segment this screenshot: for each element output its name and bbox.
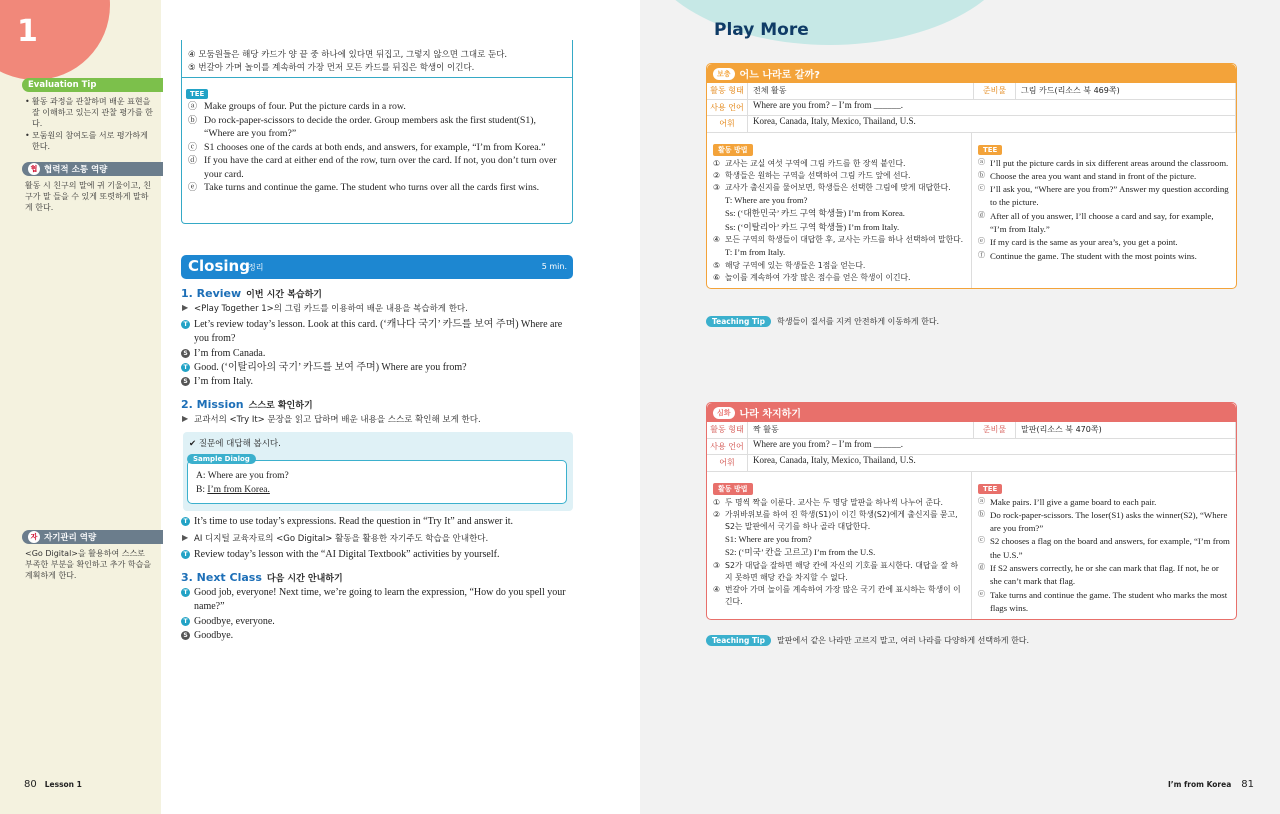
tee-step: ⓓ If S2 answers correctly, he or she can mark that flag. If not, he or she can’t mark that flag. [978, 562, 1219, 587]
method-step: ④ 모든 구역의 학생들이 대답한 후, 교사는 카드를 하나 선택하여 말한다. [713, 235, 964, 244]
method-step: ④ 번갈아 가며 놀이를 계속하여 가장 많은 국기 칸에 표시하는 학생이 이긴다. [713, 584, 961, 606]
next-class-heading: 3. Next Class 다음 시간 안내하기 [181, 571, 343, 584]
method-step: ② 학생들은 원하는 구역을 선택하여 그림 카드 앞에 선다. [713, 170, 911, 180]
method-label: 활동 방법 [713, 483, 753, 495]
tee-label: TEE [978, 145, 1002, 155]
teacher-line: T Let’s review today’s lesson. Look at this card. (‘캐나다 국기’ 카드를 보여 주며) Where are you from? [181, 318, 576, 345]
tee-step: ⓕ Continue the game. The student with the most points wins. [978, 250, 1197, 261]
tee-step: ⓔ Take turns and continue the game. The student who marks the most flags wins. [978, 589, 1228, 613]
dialog-line-a: A: Where are you from? [196, 471, 289, 481]
dialog-line-b: B: I’m from Korea. [196, 484, 270, 495]
unit-number: 1 [17, 14, 38, 49]
collab-competency-label: 협 협력적 소통 역량 [22, 162, 163, 176]
method-step: ③ 교사가 출신지를 물어보면, 학생들은 선택한 그림에 맞게 대답한다. [713, 182, 951, 192]
teaching-tip-1: Teaching Tip 학생들이 질서를 지켜 안전하게 이동하게 한다. [706, 316, 939, 327]
dialog-line: Ss: (‘대한민국’ 카드 구역 학생들) I’m from Korea. [725, 208, 905, 218]
method-step: ⑤ 해당 구역에 있는 학생들은 1점을 얻는다. [713, 260, 866, 270]
student-line: S I’m from Canada. [181, 347, 576, 361]
self-management-label: 자 자기관리 역량 [22, 530, 163, 544]
review-instruction: ▶ <Play Together 1>의 그림 카드를 이용하여 배운 내용을 복습하게 한다. [182, 303, 468, 314]
tee-step: ⓔ If my card is the same as your area’s, you get a point. [978, 237, 1178, 248]
mission-instruction: ▶ AI 디지털 교육자료의 <Go Digital> 활동을 활용한 자기주도 학습을 안내한다. [182, 533, 489, 544]
tee-step: ⓓ After all of you answer, I’ll choose a card and say, for example, “I’m from Italy.” [978, 210, 1214, 234]
activity-steps-box [181, 40, 573, 224]
student-line: S Goodbye. [181, 629, 576, 643]
sample-dialog-box [187, 460, 567, 504]
tee-step: ⓑ Do rock-paper-scissors to decide the order. Group members ask the first student(S1), “Where are you from?” [188, 114, 536, 139]
korean-step: ⑤ 번갈아 가며 놀이를 계속하여 가장 먼저 모든 카드를 뒤집은 학생이 이긴다. [188, 62, 475, 73]
korean-step: ④ 모둠원들은 해당 카드가 양 끝 중 하나에 있다면 뒤집고, 그렇지 않으면 그대로 둔다. [188, 50, 508, 60]
method-step: ① 교사는 교실 여섯 구역에 그림 카드를 한 장씩 붙인다. [713, 158, 906, 168]
competency-icon: 자 [28, 531, 40, 543]
evaluation-tip-label: Evaluation Tip [22, 78, 163, 92]
method-step: ③ S2가 대답을 잘하면 해당 칸에 자신의 기호를 표시한다. 대답을 잘 하지 못하면 해당 칸을 차지할 수 없다. [713, 560, 958, 582]
student-line: S I’m from Italy. [181, 375, 576, 389]
mission-heading: 2. Mission 스스로 확인하기 [181, 398, 313, 411]
dialog-line: Ss: (‘이탈리아’ 카드 구역 학생들) I’m from Italy. [725, 221, 900, 232]
method-step: ⑥ 놀이를 계속하여 가장 많은 점수를 얻은 학생이 이긴다. [713, 272, 911, 282]
tee-step: ⓑ Do rock-paper-scissors. The loser(S1) asks the winner(S2), “Where are you from?” [978, 509, 1228, 534]
teacher-line: T Good. (‘이탈리아의 국기’ 카드를 보여 주며) Where are you from? [181, 361, 576, 375]
play-more-title: Play More [714, 20, 809, 40]
tee-step: ⓓ If you have the card at either end of the row, turn over the card. If not, you don’t turn over your card. [188, 155, 557, 180]
tee-step: ⓑ Choose the area you want and stand in front of the picture. [978, 170, 1197, 181]
tee-step: ⓒ S1 chooses one of the cards at both ends, and answers, for example, “I’m from Korea.” [188, 141, 546, 153]
method-label: 활동 방법 [713, 144, 753, 156]
activity-card-1: 보충 어느 나라로 갈까? 활동 형태 전체 활동 준비물 그림 카드(리소스 북 469쪽) 사용 언어 Where are you from? – I’m from ______. 어휘 Korea, Canada, Italy, Mexico, Thailand, U.S. 활동 방법 ① 교사는 교실 여섯 구역에 그림 카드를 한 장씩 붙인다. ② 학생들은 원하는 구역을 선택하여 그림 카드 앞에 선다. ③ 교사가 출신지를 물어보면, 학생들은 선택한 그림에 맞게 대답한다. T: Where are you from? Ss: (‘대한민국’ 카드 구역 학생들) I’m from Korea. Ss: (‘이탈리아’ 카드 구역 학생들) I’m from Italy. ④ 모든 구역의 학생들이 대답한 후, 교사는 카드를 하나 선택하여 말한다. T: I’m from Italy. ⑤ 해당 구역에 있는 학생들은 1점을 얻는다. ⑥ 놀이를 계속하여 가장 많은 점수를 얻은 학생이 이긴다. TEE ⓐ I’ll put the picture cards in six different areas around the classroom. ⓑ Choose the area you want and stand in front of the picture. ⓒ I’ll ask you, “Where are you from?” Answer my question according to the picture. ⓓ After all of you answer, I’ll choose a card and say, for example, “I’m from Italy.” ⓔ If my card is the same as your area’s, you get a point. ⓕ Continue the game. The student with the most points wins. [706, 63, 1237, 289]
left-page-number: 80 Lesson 1 [24, 779, 82, 790]
collab-competency-text: 활동 시 친구의 말에 귀 기울이고, 친구가 말 들을 수 있게 또렷하게 말하게 한다. [25, 181, 151, 212]
tee-step: ⓔ Take turns and continue the game. The student who turns over all the cards first wins. [188, 182, 540, 193]
review-heading: 1. Review 이번 시간 복습하기 [181, 287, 322, 300]
dialog-line: S2: (‘미국’ 칸을 고르고) I’m from the U.S. [725, 547, 876, 557]
closing-header: Closing 정리 5 min. [181, 255, 573, 279]
check-icon: ✔ [189, 439, 199, 449]
tee-step: ⓐ I’ll put the picture cards in six different areas around the classroom. [978, 157, 1229, 168]
method-step: ① 두 명씩 짝을 이룬다. 교사는 두 명당 말판을 하나씩 나누어 준다. [713, 497, 944, 507]
evaluation-tip-item: • 활동 과정을 관찰하며 배운 표현을 잘 이해하고 있는지 관찰 평가를 한다. [25, 96, 155, 129]
tee-label: TEE [186, 89, 208, 99]
teacher-line: T Review today’s lesson with the “AI Digital Textbook” activities by yourself. [181, 548, 576, 562]
dialog-line: S1: Where are you from? [725, 533, 812, 544]
dialog-line: T: Where are you from? [725, 194, 808, 205]
mission-check: ✔ 질문에 대답해 봅시다. [189, 439, 281, 449]
evaluation-tip-item: • 모둠원의 참여도를 서로 평가하게 한다. [25, 130, 155, 152]
right-page-number: I’m from Korea 81 [1167, 779, 1254, 790]
teacher-line: T Goodbye, everyone. [181, 615, 576, 629]
dialog-line: T: I’m from Italy. [725, 247, 786, 257]
mission-instruction: ▶ 교과서의 <Try It> 문장을 읽고 답하며 배운 내용을 스스로 확인해 보게 한다. [182, 414, 481, 425]
tee-step: ⓒ S2 chooses a flag on the board and answers, for example, “I’m from the U.S.” [978, 536, 1230, 560]
activity-card-2: 심화 나라 차지하기 활동 형태 짝 활동 준비물 말판(리소스 북 470쪽) 사용 언어 Where are you from? – I’m from ______. 어휘 Korea, Canada, Italy, Mexico, Thailand, U.S. 활동 방법 ① 두 명씩 짝을 이룬다. 교사는 두 명당 말판을 하나씩 나누어 준다. ② 가위바위보를 하여 진 학생(S1)이 이긴 학생(S2)에게 출신지를 묻고, S2는 말판에서 국기를 하나 골라 대답한다. S1: Where are you from? S2: (‘미국’ 칸을 고르고) I’m from the U.S. ③ S2가 대답을 잘하면 해당 칸에 자신의 기호를 표시한다. 대답을 잘 하지 못하면 해당 칸을 차지할 수 없다. ④ 번갈아 가며 놀이를 계속하여 가장 많은 국기 칸에 표시하는 학생이 이긴다. TEE ⓐ Make pairs. I’ll give a game board to each pair. ⓑ Do rock-paper-scissors. The loser(S1) asks the winner(S2), “Where are you from?” ⓒ S2 chooses a flag on the board and answers, for example, “I’m from the U.S.” ⓓ If S2 answers correctly, he or she can mark that flag. If not, he or she can’t mark that flag. ⓔ Take turns and continue the game. The student who marks the most flags wins. [706, 402, 1237, 620]
sample-dialog-label: Sample Dialog [187, 454, 256, 464]
method-step: ② 가위바위보를 하여 진 학생(S1)이 이긴 학생(S2)에게 출신지를 묻고, S2는 말판에서 국기를 하나 골라 대답한다. [713, 509, 958, 531]
tee-step: ⓐ Make groups of four. Put the picture cards in a row. [188, 101, 406, 112]
self-management-text: <Go Digital>을 활용하여 스스로 부족한 부분을 확인하고 추가 학습을 계획하게 한다. [25, 549, 152, 580]
tee-step: ⓐ Make pairs. I’ll give a game board to each pair. [978, 496, 1157, 507]
evaluation-tip-list [25, 96, 155, 153]
tee-step: ⓒ I’ll ask you, “Where are you from?” Answer my question according to the picture. [978, 184, 1229, 208]
competency-icon: 협 [28, 163, 40, 175]
teaching-tip-2: Teaching Tip 말판에서 같은 나라만 고르지 말고, 여러 나라를 다양하게 선택하게 한다. [706, 635, 1029, 646]
tee-label: TEE [978, 484, 1002, 494]
teacher-line: T Good job, everyone! Next time, we’re going to learn the expression, “How do you spell your name?” [181, 586, 576, 613]
teacher-line: T It’s time to use today’s expressions. Read the question in “Try It” and answer it. [181, 515, 576, 529]
